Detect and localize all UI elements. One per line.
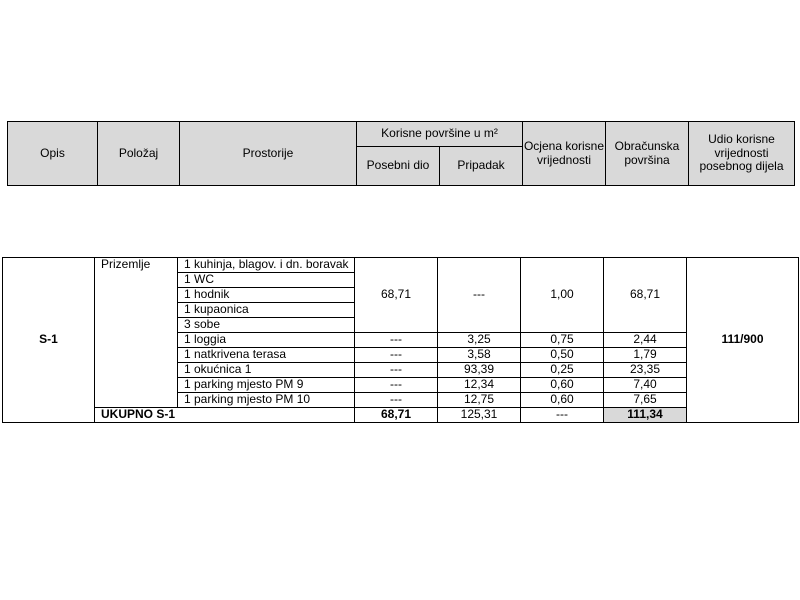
cell-posebni-dio: --- xyxy=(355,363,438,378)
unit-polozaj: Prizemlje xyxy=(95,258,178,408)
cell-pripadak: 3,25 xyxy=(438,333,521,348)
total-ocjena: --- xyxy=(521,408,604,423)
group-pripadak: --- xyxy=(438,258,521,333)
header-opis: Opis xyxy=(8,122,98,186)
cell-ocjena: 0,60 xyxy=(521,393,604,408)
cell-posebni-dio: --- xyxy=(355,348,438,363)
room-label: 1 hodnik xyxy=(178,288,355,303)
unit-udio: 111/900 xyxy=(687,258,799,423)
group-posebni-dio: 68,71 xyxy=(355,258,438,333)
cell-ocjena: 0,25 xyxy=(521,363,604,378)
table-row xyxy=(3,258,799,273)
cell-ocjena: 0,60 xyxy=(521,378,604,393)
cell-ocjena: 0,50 xyxy=(521,348,604,363)
cell-ocjena: 0,75 xyxy=(521,333,604,348)
header-posebni-dio: Posebni dio xyxy=(357,147,440,186)
room-label: 1 parking mjesto PM 10 xyxy=(178,393,355,408)
total-label: UKUPNO S-1 xyxy=(95,408,355,423)
cell-obracunska: 1,79 xyxy=(604,348,687,363)
unit-opis: S-1 xyxy=(3,258,95,423)
cell-pripadak: 12,75 xyxy=(438,393,521,408)
cell-posebni-dio: --- xyxy=(355,378,438,393)
room-label: 1 natkrivena terasa xyxy=(178,348,355,363)
total-obracunska: 111,34 xyxy=(604,408,687,423)
cell-obracunska: 2,44 xyxy=(604,333,687,348)
header-prostorije: Prostorije xyxy=(180,122,357,186)
unit-table xyxy=(2,257,799,423)
cell-obracunska: 7,65 xyxy=(604,393,687,408)
cell-obracunska: 7,40 xyxy=(604,378,687,393)
cell-posebni-dio: --- xyxy=(355,393,438,408)
total-posebni-dio: 68,71 xyxy=(355,408,438,423)
room-label: 1 kuhinja, blagov. i dn. boravak xyxy=(178,258,355,273)
header-table xyxy=(7,121,795,186)
cell-obracunska: 23,35 xyxy=(604,363,687,378)
room-label: 1 okućnica 1 xyxy=(178,363,355,378)
group-ocjena: 1,00 xyxy=(521,258,604,333)
cell-pripadak: 93,39 xyxy=(438,363,521,378)
room-label: 1 WC xyxy=(178,273,355,288)
room-label: 1 kupaonica xyxy=(178,303,355,318)
header-obracunska: Obračunska površina xyxy=(606,122,689,186)
cell-posebni-dio: --- xyxy=(355,333,438,348)
room-label: 1 parking mjesto PM 9 xyxy=(178,378,355,393)
header-ocjena: Ocjena korisne vrijednosti xyxy=(523,122,606,186)
total-row xyxy=(3,408,799,423)
room-label: 1 loggia xyxy=(178,333,355,348)
room-label: 3 sobe xyxy=(178,318,355,333)
header-pripadak: Pripadak xyxy=(440,147,523,186)
header-korisne-povrsine: Korisne površine u m² xyxy=(357,122,523,147)
cell-pripadak: 12,34 xyxy=(438,378,521,393)
total-pripadak: 125,31 xyxy=(438,408,521,423)
cell-pripadak: 3,58 xyxy=(438,348,521,363)
header-udio: Udio korisne vrijednosti posebnog dijela xyxy=(689,122,795,186)
header-polozaj: Položaj xyxy=(98,122,180,186)
group-obracunska: 68,71 xyxy=(604,258,687,333)
